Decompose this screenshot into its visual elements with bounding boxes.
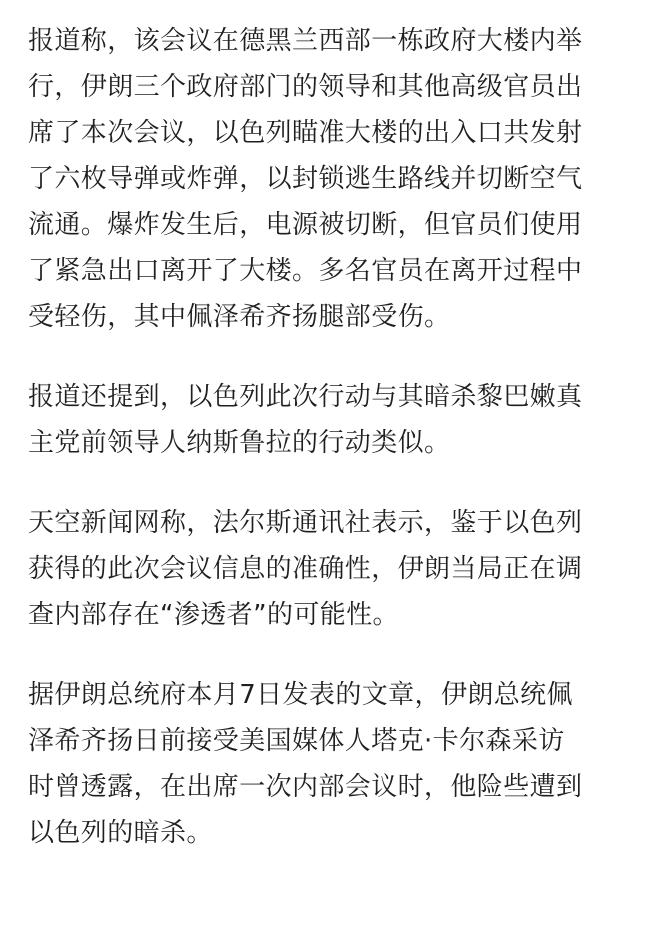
text-line: 了紧急出口离开了大楼。多名官员在离开过程中 [28, 256, 583, 286]
text-line: 流通。爆炸发生后，电源被切断，但官员们使用 [28, 210, 583, 240]
text-line: 报道还提到，以色列此次行动与其暗杀黎巴嫩真 [28, 382, 583, 412]
paragraph-1 [28, 18, 640, 340]
text-line: 以色列的暗杀。 [28, 818, 213, 848]
text-line: 时曾透露，在出席一次内部会议时，他险些遭到 [28, 772, 583, 802]
text-line: 席了本次会议，以色列瞄准大楼的出入口共发射 [28, 118, 583, 148]
text-line: 查内部存在“渗透者”的可能性。 [28, 600, 399, 630]
paragraph-2 [28, 374, 640, 466]
text-line: 受轻伤，其中佩泽希齐扬腿部受伤。 [28, 302, 451, 332]
text-line: 天空新闻网称，法尔斯通讯社表示，鉴于以色列 [28, 508, 583, 538]
paragraph-3 [28, 500, 640, 638]
text-line: 据伊朗总统府本月7日发表的文章，伊朗总统佩 [28, 680, 573, 710]
article-body [28, 18, 640, 890]
paragraph-4 [28, 672, 640, 856]
text-line: 主党前领导人纳斯鲁拉的行动类似。 [28, 428, 451, 458]
text-line: 报道称，该会议在德黑兰西部一栋政府大楼内举 [28, 26, 583, 56]
text-line: 行，伊朗三个政府部门的领导和其他高级官员出 [28, 72, 583, 102]
text-line: 了六枚导弹或炸弹，以封锁逃生路线并切断空气 [28, 164, 583, 194]
text-line: 获得的此次会议信息的准确性，伊朗当局正在调 [28, 554, 583, 584]
text-line: 泽希齐扬日前接受美国媒体人塔克·卡尔森采访 [28, 726, 565, 756]
